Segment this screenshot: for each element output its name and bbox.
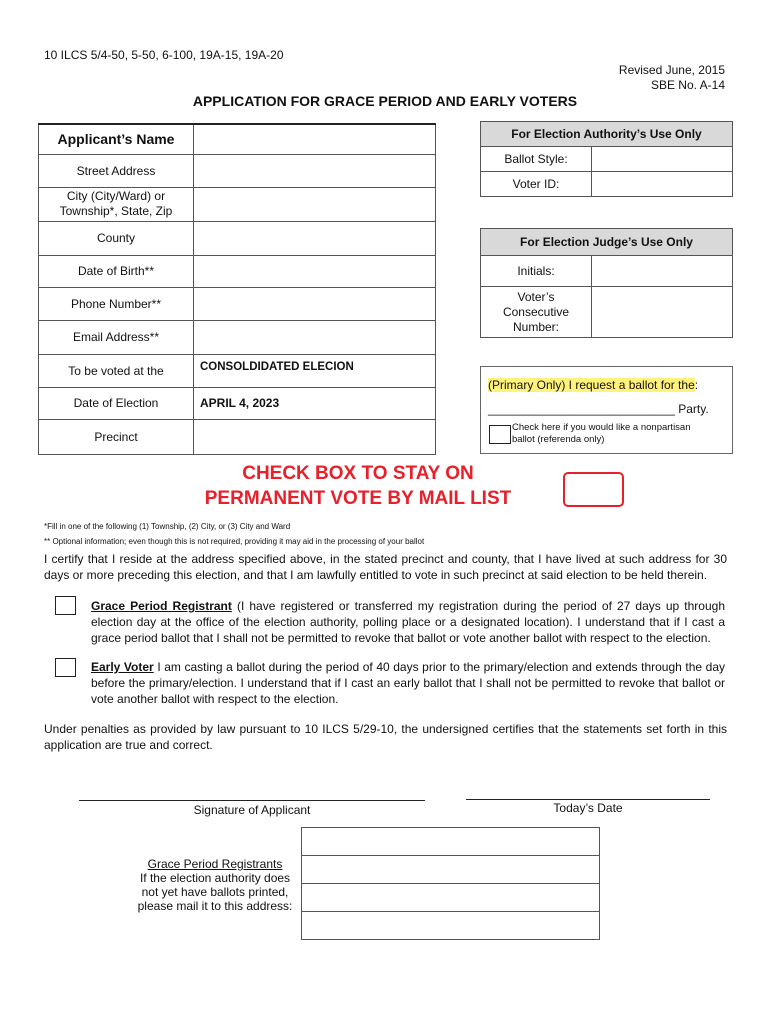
dob-label: Date of Birth** xyxy=(39,255,194,287)
statute-reference: 10 ILCS 5/4-50, 5-50, 6-100, 19A-15, 19A-20 xyxy=(44,48,284,62)
permanent-vbm-line1: CHECK BOX TO STAY ON xyxy=(242,463,474,484)
footnote-2: ** Optional information; even though this is not required, providing it may aid in the processing of your ballot xyxy=(44,537,425,546)
initials-label: Initials: xyxy=(481,256,592,286)
phone-field[interactable] xyxy=(194,287,436,320)
address-line-3[interactable] xyxy=(302,884,599,912)
footnote-1: *Fill in one of the following (1) Township, (2) City, or (3) City and Ward xyxy=(44,522,291,531)
street-address-field[interactable] xyxy=(194,154,436,187)
street-address-label: Street Address xyxy=(39,154,194,187)
mail-instructions xyxy=(130,857,300,913)
applicant-table xyxy=(38,123,436,455)
phone-label: Phone Number** xyxy=(39,287,194,320)
ballot-style-field[interactable] xyxy=(592,147,732,171)
early-voter-text xyxy=(91,659,725,707)
election-date-label: Date of Election xyxy=(39,387,194,419)
signature-label: Signature of Applicant xyxy=(193,803,311,817)
nonpartisan-line2: ballot (referenda only) xyxy=(512,434,605,445)
precinct-field[interactable] xyxy=(194,419,436,454)
voter-id-label: Voter ID: xyxy=(481,172,592,196)
primary-request-colon: : xyxy=(694,378,699,392)
city-label xyxy=(39,187,194,221)
initials-field[interactable] xyxy=(592,256,732,286)
primary-request-text xyxy=(488,378,698,393)
voted-at-label: To be voted at the xyxy=(39,354,194,387)
date-label: Today’s Date xyxy=(553,801,623,815)
grace-period-body: (I have registered or transferred my registration during the period of 27 days up through election day at the office of the election authority, polling place or a designated location). I understand that if I cast a grace period ballot that I shall not be permitted to revoke that ballot or vote another ballot with respect to the election. xyxy=(91,599,725,645)
early-voter-title: Early Voter xyxy=(91,660,154,674)
signature-line[interactable] xyxy=(79,800,425,801)
address-line-1[interactable] xyxy=(302,828,599,856)
nonpartisan-line1: Check here if you would like a nonpartisan xyxy=(512,422,691,433)
date-line[interactable] xyxy=(466,799,710,800)
email-field[interactable] xyxy=(194,320,436,354)
voted-at-value[interactable]: CONSOLDIDATED ELECION xyxy=(194,354,436,387)
address-line-2[interactable] xyxy=(302,856,599,884)
election-date-value[interactable]: APRIL 4, 2023 xyxy=(194,387,436,419)
form-number: SBE No. A-14 xyxy=(650,78,725,92)
election-judge-box xyxy=(480,228,733,338)
applicant-name-field[interactable] xyxy=(194,124,436,154)
ballot-style-label: Ballot Style: xyxy=(481,147,592,171)
city-label-line1: City (City/Ward) or xyxy=(66,189,166,203)
email-label: Email Address** xyxy=(39,320,194,354)
consecutive-line2: Consecutive xyxy=(502,304,570,319)
city-field[interactable] xyxy=(194,187,436,221)
certification-text: I certify that I reside at the address specified above, in the stated precinct and county, that I have lived at such address for 30 days or more preceding this election, and that I am lawfully entitled to vote in such precinct at said election to be held therein. xyxy=(44,552,727,582)
election-authority-heading: For Election Authority’s Use Only xyxy=(481,122,732,147)
early-voter-body: I am casting a ballot during the period of 40 days prior to the primary/election and extends through the day before the primary/election. I understand that if I cast an early ballot that I shall not be permitted to revoke that ballot or vote another ballot with respect to the election. xyxy=(91,660,725,706)
grace-period-checkbox[interactable] xyxy=(55,596,76,615)
revised-date: Revised June, 2015 xyxy=(618,63,725,77)
primary-request-highlight: (Primary Only) I request a ballot for the xyxy=(488,378,695,392)
precinct-label: Precinct xyxy=(39,419,194,454)
nonpartisan-text xyxy=(512,422,691,446)
dob-field[interactable] xyxy=(194,255,436,287)
grace-period-text xyxy=(91,598,725,646)
consecutive-line3: Number: xyxy=(512,319,559,334)
consecutive-number-label xyxy=(481,287,592,337)
permanent-vbm-line2: PERMANENT VOTE BY MAIL LIST xyxy=(204,488,512,509)
grace-period-title: Grace Period Registrant xyxy=(91,599,232,613)
consecutive-number-field[interactable] xyxy=(592,287,732,337)
county-field[interactable] xyxy=(194,221,436,255)
applicant-name-label: Applicant’s Name xyxy=(39,124,194,154)
party-line[interactable]: ____________________________ Party. xyxy=(488,402,709,416)
voter-id-field[interactable] xyxy=(592,172,732,196)
early-voter-checkbox[interactable] xyxy=(55,658,76,677)
mailing-address-box xyxy=(301,827,600,940)
city-label-line2: Township*, State, Zip xyxy=(59,204,173,218)
mail-line1: If the election authority does xyxy=(139,871,291,885)
page-title: APPLICATION FOR GRACE PERIOD AND EARLY VOTERS xyxy=(192,93,578,109)
permanent-vbm-checkbox[interactable] xyxy=(563,472,624,507)
primary-ballot-box xyxy=(480,366,733,454)
address-line-4[interactable] xyxy=(302,912,599,939)
county-label: County xyxy=(39,221,194,255)
nonpartisan-checkbox[interactable] xyxy=(489,425,511,444)
consecutive-line1: Voter’s xyxy=(517,289,555,304)
election-authority-box xyxy=(480,121,733,197)
mail-title: Grace Period Registrants xyxy=(147,857,283,871)
mail-line2: not yet have ballots printed, xyxy=(141,885,289,899)
penalties-text: Under penalties as provided by law pursuant to 10 ILCS 5/29-10, the undersigned certifies that the statements set forth in this application are true and correct. xyxy=(44,722,727,752)
permanent-vbm-label xyxy=(168,461,548,511)
mail-line3: please mail it to this address: xyxy=(137,899,293,913)
election-judge-heading: For Election Judge’s Use Only xyxy=(481,229,732,256)
